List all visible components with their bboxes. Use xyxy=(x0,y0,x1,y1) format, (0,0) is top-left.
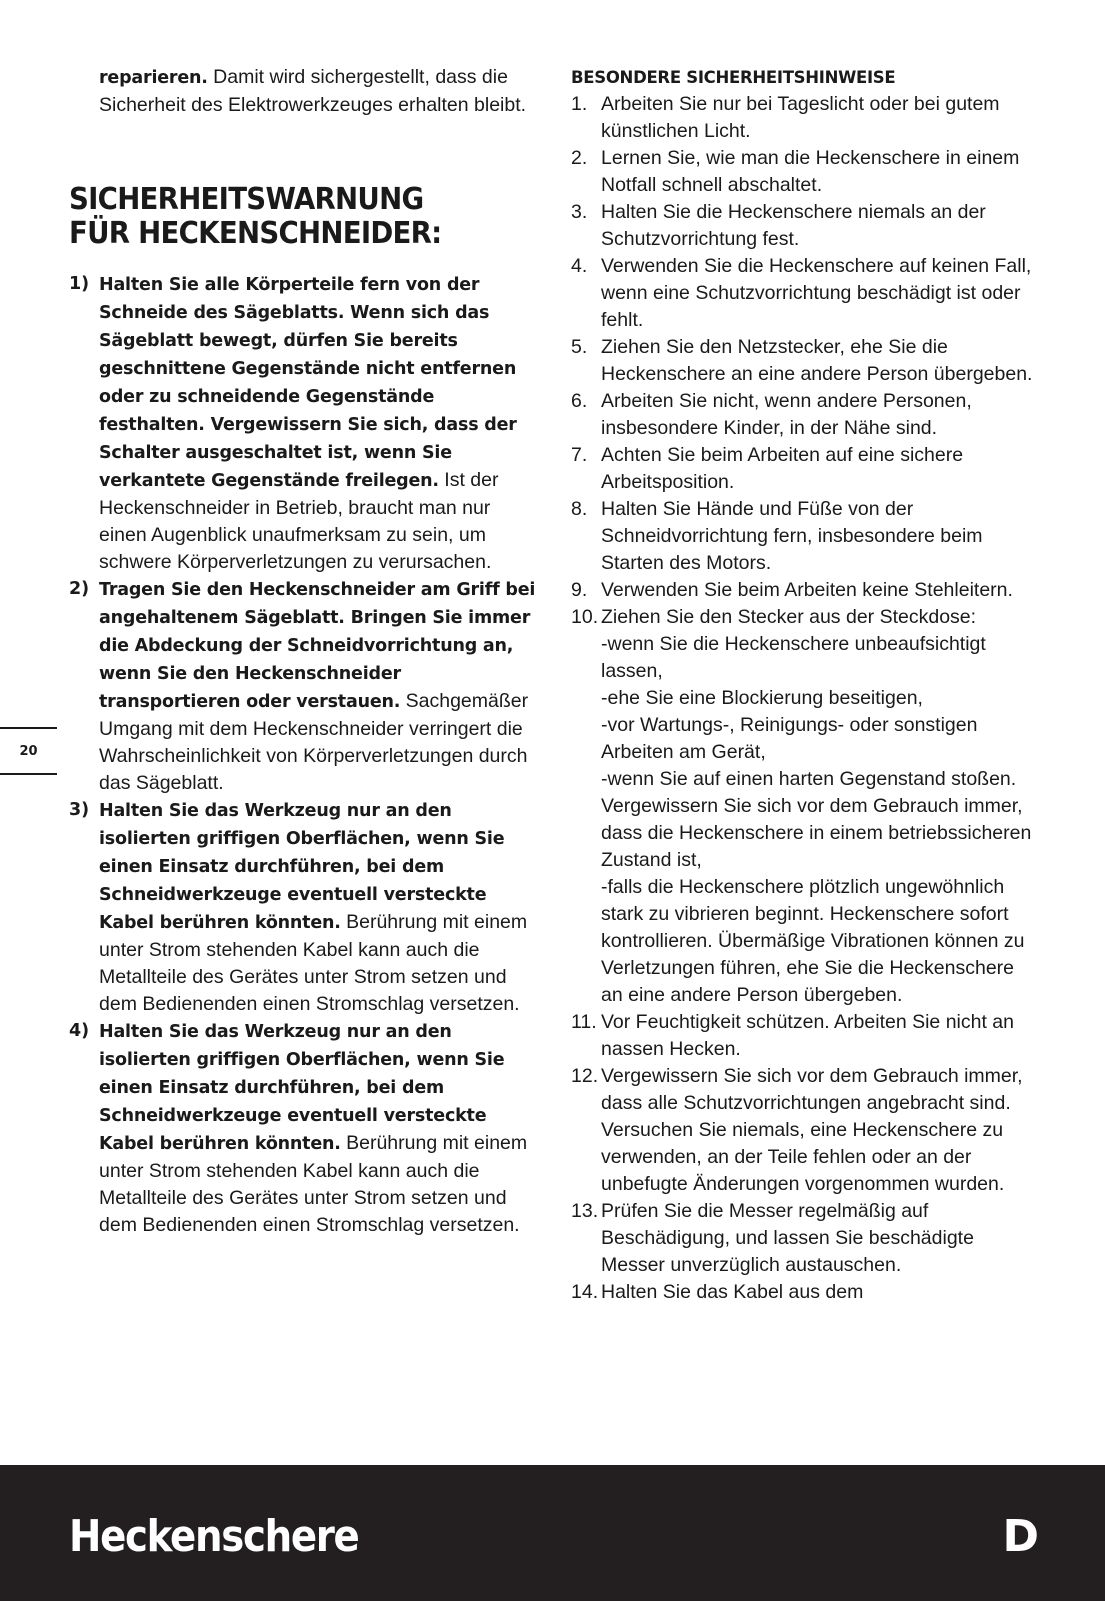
warning-number: 2) xyxy=(69,579,90,599)
footer-language: D xyxy=(1002,1511,1039,1562)
warning-bold: Tragen Sie den Heckenschneider am Griff bei angehaltenem Sägeblatt. Bringen Sie immer die Abdeckung der Schneidvorrichtung an, wenn Sie den Heckenschneider transportieren oder verstauen. xyxy=(99,580,536,712)
item-number: 8. xyxy=(571,498,588,520)
list-item xyxy=(571,388,1041,442)
special-heading: BESONDERE SICHERHEITSHINWEISE xyxy=(571,68,896,87)
item-number: 10. xyxy=(571,606,599,628)
item-text: Arbeiten Sie nur bei Tageslicht oder bei gutem künstlichen Licht. xyxy=(601,93,1000,142)
warning-bold: Halten Sie das Werkzeug nur an den isolierten griffigen Oberflächen, wenn Sie einen Einsatz durchführen, bei dem Schneidwerkzeuge eventuell versteckte Kabel berühren könnten. xyxy=(99,1022,505,1154)
list-item xyxy=(571,604,1041,1009)
item-number: 6. xyxy=(571,390,588,412)
list-item xyxy=(571,253,1041,334)
list-item xyxy=(571,91,1041,145)
item-text: Ziehen Sie den Stecker aus der Steckdose: -wenn Sie die Heckenschere unbeaufsichtigt lassen, -ehe Sie eine Blockierung beseitigen, -vor Wartungs-, Reinigungs- oder sonstigen Arbeiten am Gerät, -wenn Sie auf einen harten Gegenstand stoßen. Vergewissern Sie sich vor dem Gebrauch immer, dass die Heckenschere in einem betriebssicheren Zustand ist, -falls die Heckenschere plötzlich ungewöhnlich stark zu vibrieren beginnt. Heckenschere sofort kontrollieren. Übermäßige Vibrationen können zu Verletzungen führen, ehe Sie die Heckenschere an eine andere Person übergeben. xyxy=(601,606,1032,1006)
intro-bold: reparieren. xyxy=(99,68,208,88)
item-number: 5. xyxy=(571,336,588,358)
item-number: 3. xyxy=(571,201,588,223)
list-item xyxy=(571,577,1041,604)
item-number: 9. xyxy=(571,579,588,601)
left-column xyxy=(69,64,539,1239)
item-number: 13. xyxy=(571,1200,599,1222)
warning-item xyxy=(69,576,539,797)
intro-paragraph xyxy=(69,64,539,119)
list-item xyxy=(571,334,1041,388)
list-item xyxy=(571,199,1041,253)
warning-item xyxy=(69,271,539,576)
warning-number: 1) xyxy=(69,274,90,294)
item-text: Verwenden Sie beim Arbeiten keine Stehleitern. xyxy=(601,579,1013,601)
item-number: 7. xyxy=(571,444,588,466)
footer-bar xyxy=(0,1465,1105,1601)
item-number: 1. xyxy=(571,93,588,115)
footer-title: Heckenschere xyxy=(69,1511,359,1562)
list-item xyxy=(571,442,1041,496)
warning-bold: Halten Sie alle Körperteile fern von der Schneide des Sägeblatts. Wenn sich das Sägeblatt bewegt, dürfen Sie bereits geschnittene Gegenstände nicht entfernen oder zu schneidende Gegenstände festhalten. Vergewissern Sie sich, dass der Schalter ausgeschaltet ist, wenn Sie verkantete Gegenstände freilegen. xyxy=(99,275,517,491)
item-text: Halten Sie das Kabel aus dem xyxy=(601,1281,864,1303)
item-text: Vergewissern Sie sich vor dem Gebrauch immer, dass alle Schutzvorrichtungen angebracht sind. Versuchen Sie niemals, eine Heckenschere zu verwenden, an der Teile fehlen oder an der unbefugte Änderungen vorgenommen wurden. xyxy=(601,1065,1023,1195)
page-number: 20 xyxy=(0,727,57,775)
list-item xyxy=(571,1009,1041,1063)
item-text: Prüfen Sie die Messer regelmäßig auf Beschädigung, und lassen Sie beschädigte Messer unverzüglich austauschen. xyxy=(601,1200,974,1276)
list-item xyxy=(571,1063,1041,1198)
list-item xyxy=(571,145,1041,199)
warning-item xyxy=(69,797,539,1018)
special-list xyxy=(571,91,1041,1306)
list-item xyxy=(571,1279,1041,1306)
item-number: 2. xyxy=(571,147,588,169)
item-number: 12. xyxy=(571,1065,599,1087)
warning-number: 4) xyxy=(69,1021,90,1041)
intro-text: Damit wird sichergestellt, dass die Sicherheit des Elektrowerkzeuges erhalten bleibt. xyxy=(99,66,527,116)
item-text: Ziehen Sie den Netzstecker, ehe Sie die Heckenschere an eine andere Person übergeben. xyxy=(601,336,1033,385)
item-number: 4. xyxy=(571,255,588,277)
item-text: Halten Sie Hände und Füße von der Schneidvorrichtung fern, insbesondere beim Starten des Motors. xyxy=(601,498,983,574)
warning-number: 3) xyxy=(69,800,90,820)
warning-text: Berührung mit einem unter Strom stehenden Kabel kann auch die Metallteile des Gerätes unter Strom setzen und dem Bedienenden einen Stromschlag versetzen. xyxy=(99,911,528,1015)
item-text: Arbeiten Sie nicht, wenn andere Personen, insbesondere Kinder, in der Nähe sind. xyxy=(601,390,972,439)
warning-text: Berührung mit einem unter Strom stehenden Kabel kann auch die Metallteile des Gerätes unter Strom setzen und dem Bedienenden einen Stromschlag versetzen. xyxy=(99,1132,528,1236)
item-text: Vor Feuchtigkeit schützen. Arbeiten Sie nicht an nassen Hecken. xyxy=(601,1011,1014,1060)
item-text: Halten Sie die Heckenschere niemals an der Schutzvorrichtung fest. xyxy=(601,201,986,250)
item-text: Achten Sie beim Arbeiten auf eine sichere Arbeitsposition. xyxy=(601,444,964,493)
warning-item xyxy=(69,1018,539,1239)
warning-text: Ist der Heckenschneider in Betrieb, braucht man nur einen Augenblick unaufmerksam zu sein, um schwere Körperverletzungen zu verursachen. xyxy=(99,469,499,573)
heading-line-2: FÜR HECKENSCHNEIDER: xyxy=(69,216,442,251)
item-number: 14. xyxy=(571,1281,599,1303)
item-text: Lernen Sie, wie man die Heckenschere in einem Notfall schnell abschaltet. xyxy=(601,147,1020,196)
item-text: Verwenden Sie die Heckenschere auf keinen Fall, wenn eine Schutzvorrichtung beschädigt ist oder fehlt. xyxy=(601,255,1032,331)
section-heading xyxy=(69,183,501,251)
list-item xyxy=(571,1198,1041,1279)
heading-line-1: SICHERHEITSWARNUNG xyxy=(69,182,424,217)
right-column xyxy=(571,64,1041,1306)
warning-bold: Halten Sie das Werkzeug nur an den isolierten griffigen Oberflächen, wenn Sie einen Einsatz durchführen, bei dem Schneidwerkzeuge eventuell versteckte Kabel berühren könnten. xyxy=(99,801,505,933)
warning-text: Sachgemäßer Umgang mit dem Heckenschneider verringert die Wahrscheinlichkeit von Körperverletzungen durch das Sägeblatt. xyxy=(99,690,529,794)
list-item xyxy=(571,496,1041,577)
item-number: 11. xyxy=(571,1011,597,1033)
